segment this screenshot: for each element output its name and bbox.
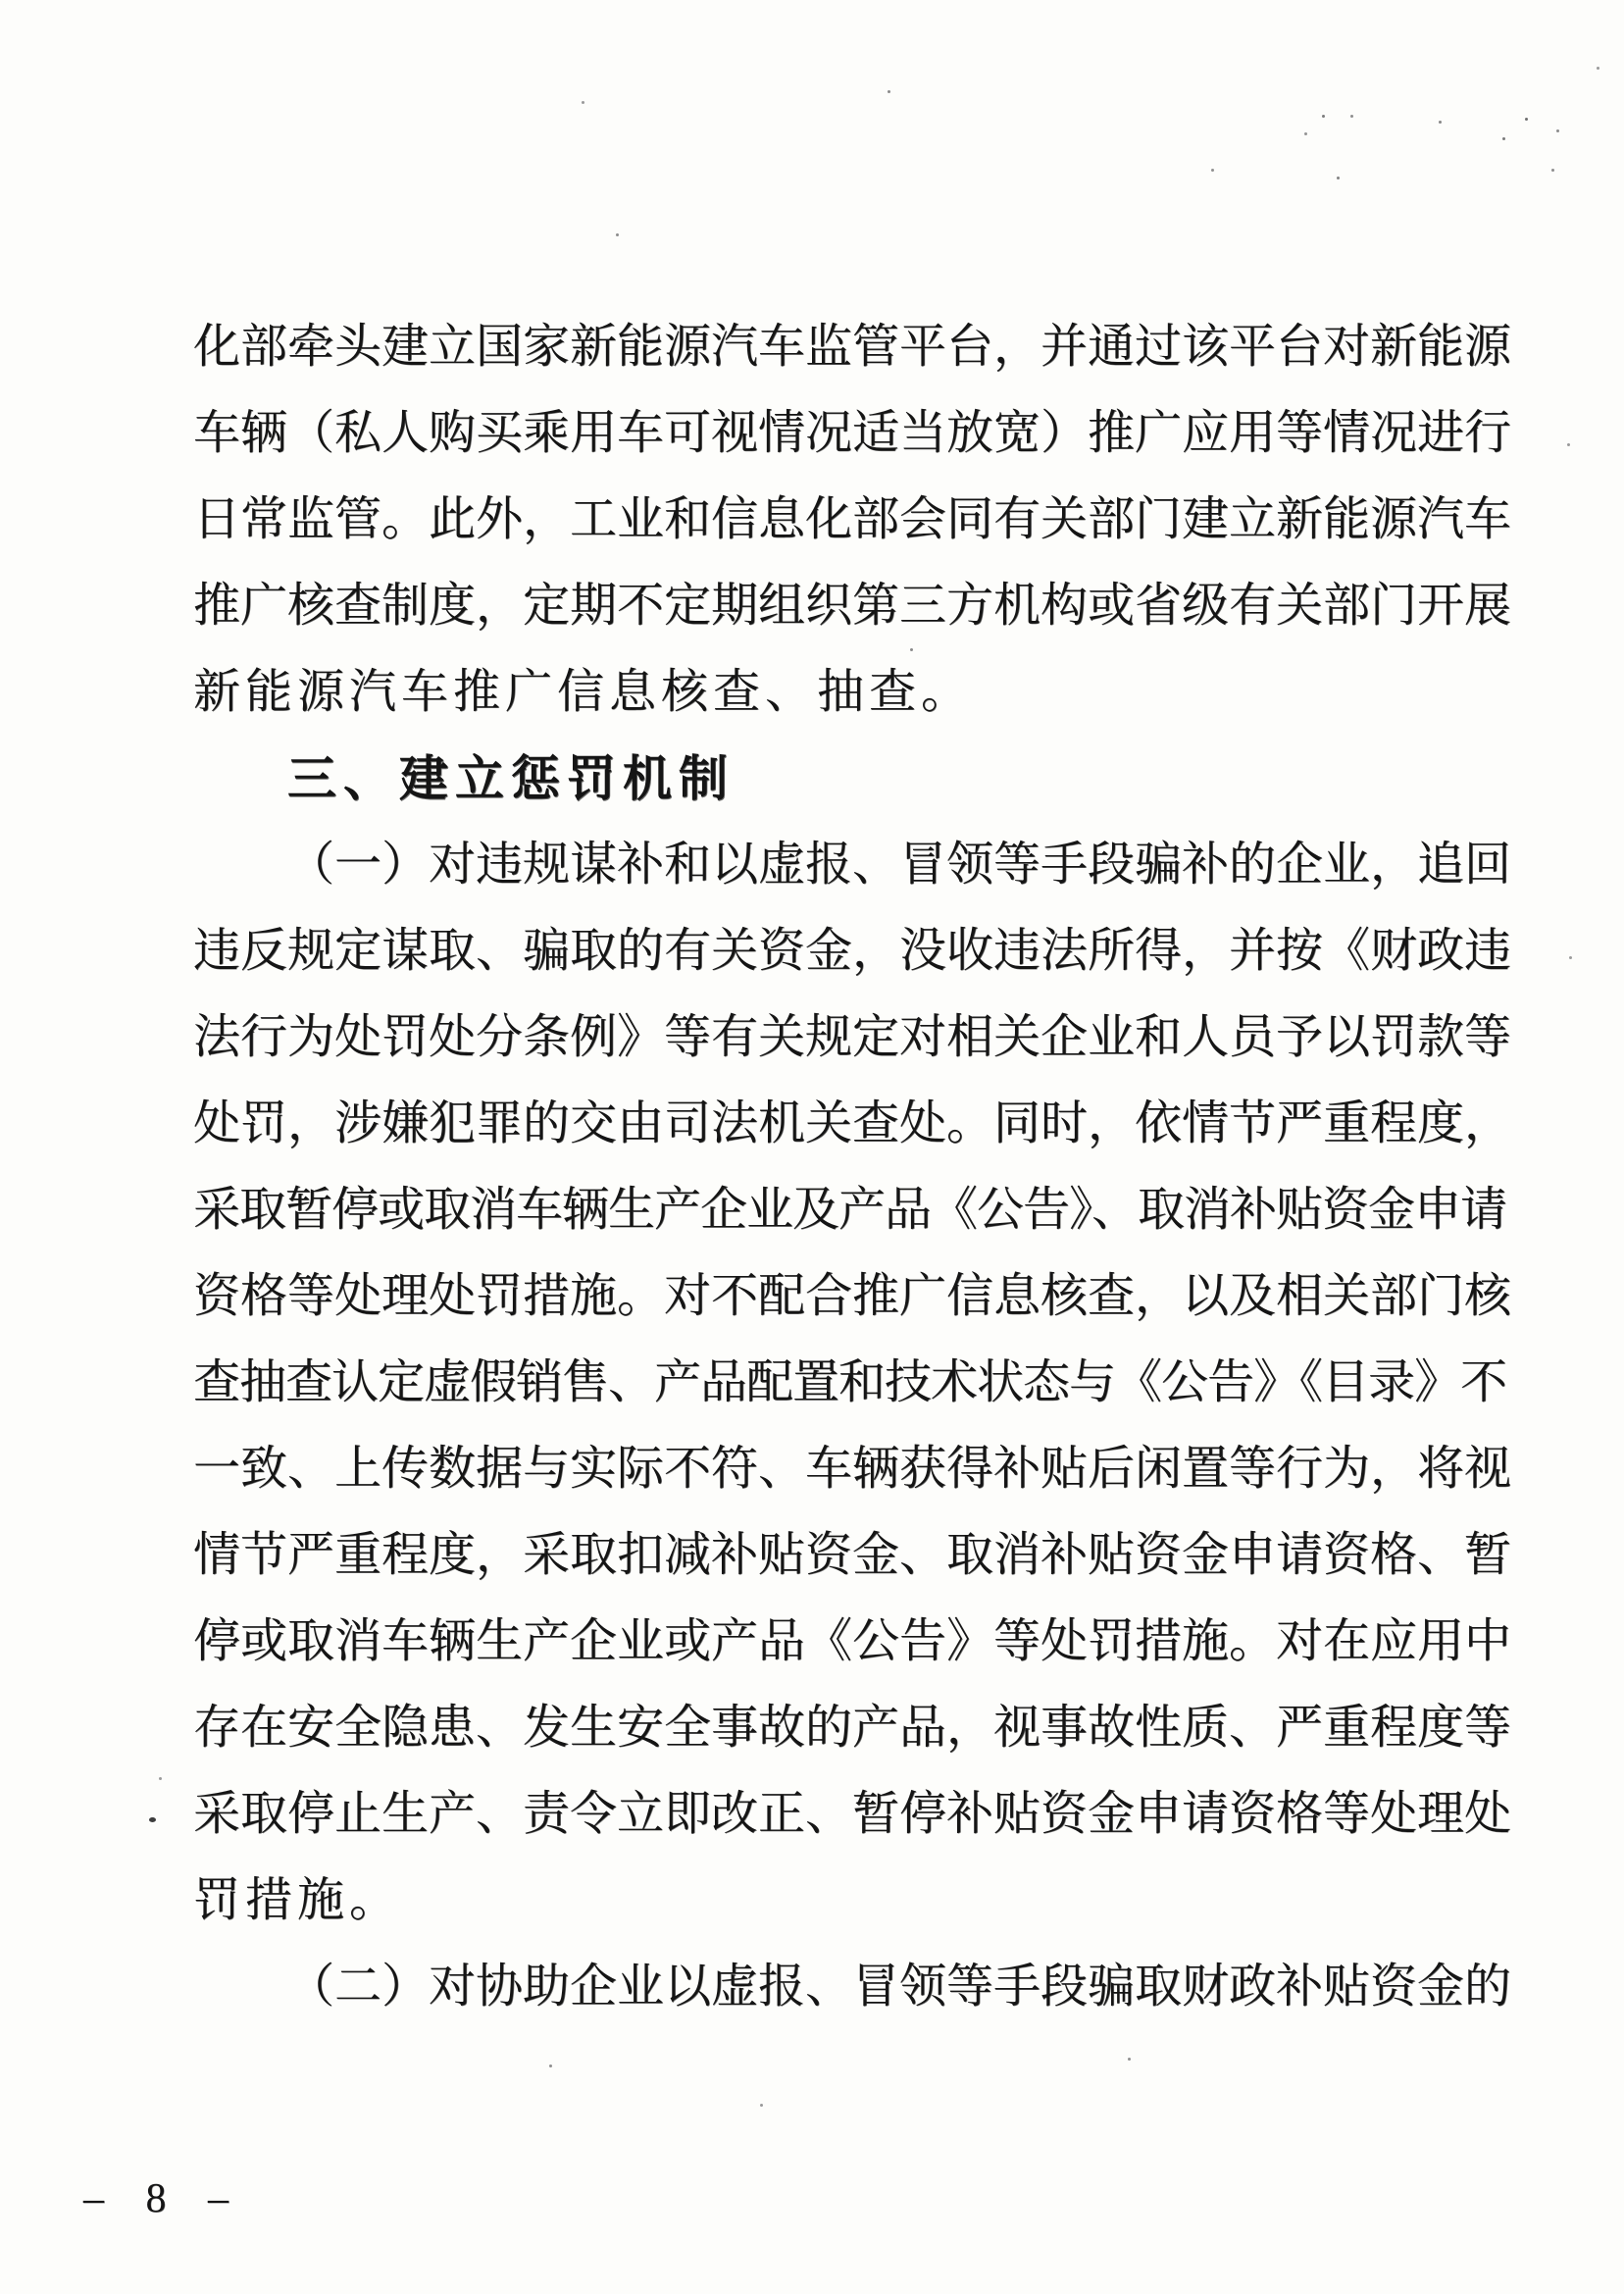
text-line: 法行为处罚处分条例》等有关规定对相关企业和人员予以罚款等 <box>193 1011 1512 1063</box>
scan-noise-fleck <box>149 1817 156 1822</box>
text-line: 新能源汽车推广信息核查、抽查。 <box>193 666 974 718</box>
text-line: 采取停止生产、责令立即改正、暂停补贴资金申请资格等处理处 <box>193 1788 1512 1840</box>
text-line: 车辆（私人购买乘用车可视情况适当放宽）推广应用等情况进行 <box>193 407 1512 459</box>
text-line: 存在安全隐患、发生安全事故的产品，视事故性质、严重程度等 <box>193 1702 1512 1754</box>
paragraph-start: （一）对违规谋补和以虚报、冒领等手段骗补的企业，追回 <box>287 839 1512 891</box>
document-body <box>193 304 1517 2030</box>
section-heading: 三、建立惩罚机制 <box>287 751 735 806</box>
text-line: 处罚，涉嫌犯罪的交由司法机关查处。同时，依情节严重程度， <box>193 1097 1512 1149</box>
text-line: 罚措施。 <box>193 1874 402 1926</box>
text-line: 推广核查制度，定期不定期组织第三方机构或省级有关部门开展 <box>193 580 1512 632</box>
text-line: 停或取消车辆生产企业或产品《公告》等处罚措施。对在应用中 <box>193 1615 1512 1667</box>
text-line: 违反规定谋取、骗取的有关资金，没收违法所得，并按《财政违 <box>193 925 1512 977</box>
text-line: 情节严重程度，采取扣减补贴资金、取消补贴资金申请资格、暂 <box>193 1529 1512 1581</box>
text-line: 资格等处理处罚措施。对不配合推广信息核查，以及相关部门核 <box>193 1270 1512 1322</box>
text-line: 查抽查认定虚假销售、产品配置和技术状态与《公告》《目录》不 <box>193 1356 1507 1408</box>
paragraph-start: （二）对协助企业以虚报、冒领等手段骗取财政补贴资金的 <box>287 1961 1512 2013</box>
scan-noise-specks <box>888 90 890 93</box>
text-line: 化部牵头建立国家新能源汽车监管平台，并通过该平台对新能源 <box>193 321 1512 373</box>
page-number: – 8 – <box>83 2176 244 2221</box>
text-line: 日常监管。此外，工业和信息化部会同有关部门建立新能源汽车 <box>193 493 1512 545</box>
text-line: 采取暂停或取消车辆生产企业及产品《公告》、取消补贴资金申请 <box>193 1184 1507 1236</box>
text-line: 一致、上传数据与实际不符、车辆获得补贴后闲置等行为，将视 <box>193 1443 1512 1495</box>
